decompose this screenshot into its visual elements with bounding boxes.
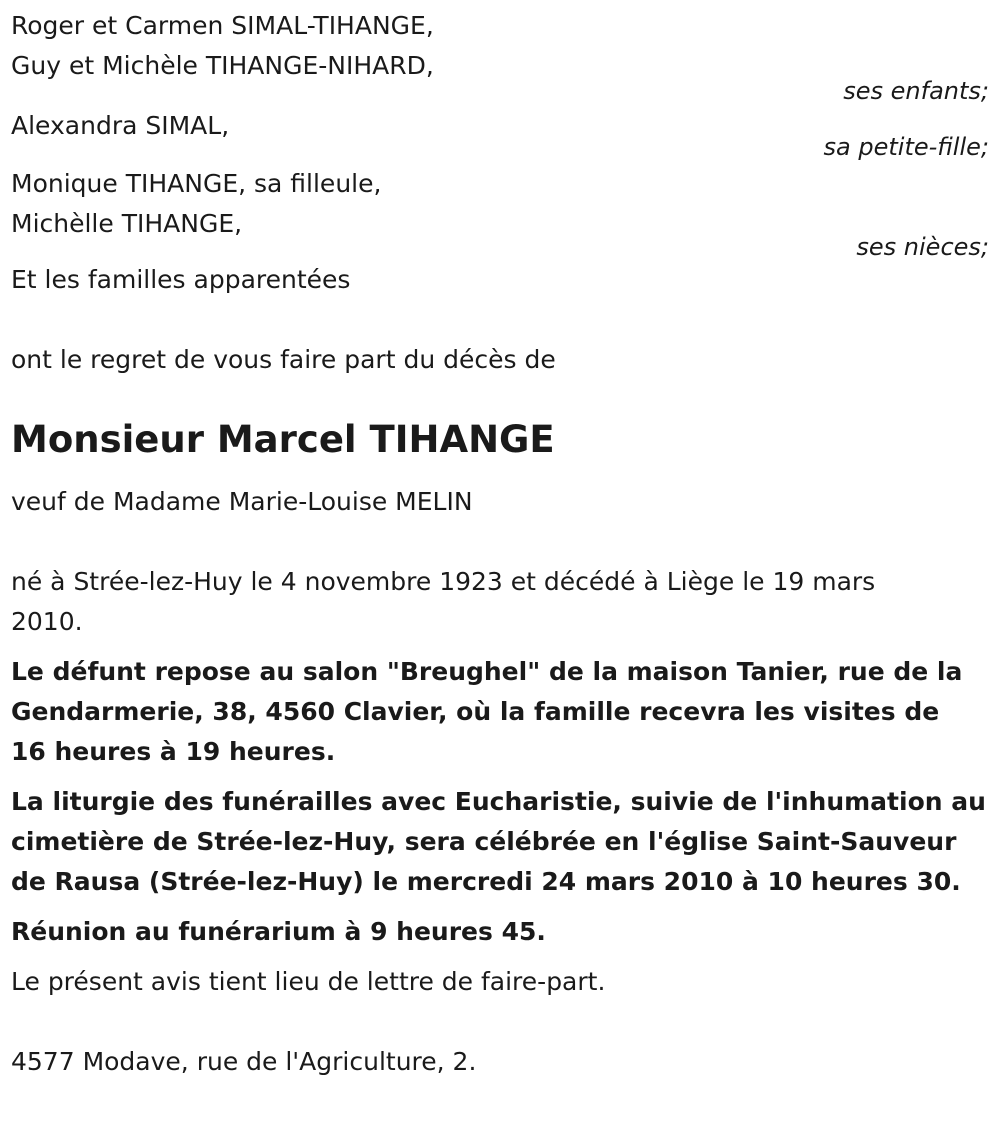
repose-paragraph: Le défunt repose au salon "Breughel" de la maison Tanier, rue de la Gendarmerie, 38, 4560 Clavier, où la famille recevra les visites de 16 heures à 19 heures. bbox=[11, 657, 963, 766]
notice-paragraph: Le présent avis tient lieu de lettre de faire-part. bbox=[11, 967, 606, 996]
family-children-line-2: Guy et Michèle TIHANGE-NIHARD, bbox=[11, 51, 434, 80]
meeting-paragraph: Réunion au funérarium à 9 heures 45. bbox=[11, 917, 546, 946]
widower-line: veuf de Madame Marie-Louise MELIN bbox=[11, 487, 473, 516]
niece-line-2: Michèlle TIHANGE, bbox=[11, 209, 243, 238]
address-line: 4577 Modave, rue de l'Agriculture, 2. bbox=[11, 1047, 477, 1076]
niece-line-1: Monique TIHANGE, sa filleule, bbox=[11, 169, 382, 198]
related-families-line: Et les familles apparentées bbox=[11, 265, 351, 294]
liturgy-paragraph: La liturgie des funérailles avec Eucharistie, suivie de l'inhumation au cimetière de Strée-lez-Huy, sera célébrée en l'église Saint-Sauveur de Rausa (Strée-lez-Huy) le mercredi 24 mars 2010 à 10 heures 30. bbox=[11, 787, 986, 896]
deceased-name-heading: Monsieur Marcel TIHANGE bbox=[11, 418, 555, 461]
children-role-label: ses enfants; bbox=[843, 77, 989, 105]
announcement-line: ont le regret de vous faire part du décès de bbox=[11, 345, 556, 374]
obituary-document bbox=[11, 6, 989, 1082]
family-children-line-1: Roger et Carmen SIMAL-TIHANGE, bbox=[11, 11, 434, 40]
niece-role-label: ses nièces; bbox=[856, 233, 989, 261]
granddaughter-role-label: sa petite-fille; bbox=[823, 133, 989, 161]
granddaughter-line: Alexandra SIMAL, bbox=[11, 111, 230, 140]
birth-death-paragraph: né à Strée-lez-Huy le 4 novembre 1923 et décédé à Liège le 19 mars 2010. bbox=[11, 567, 876, 636]
